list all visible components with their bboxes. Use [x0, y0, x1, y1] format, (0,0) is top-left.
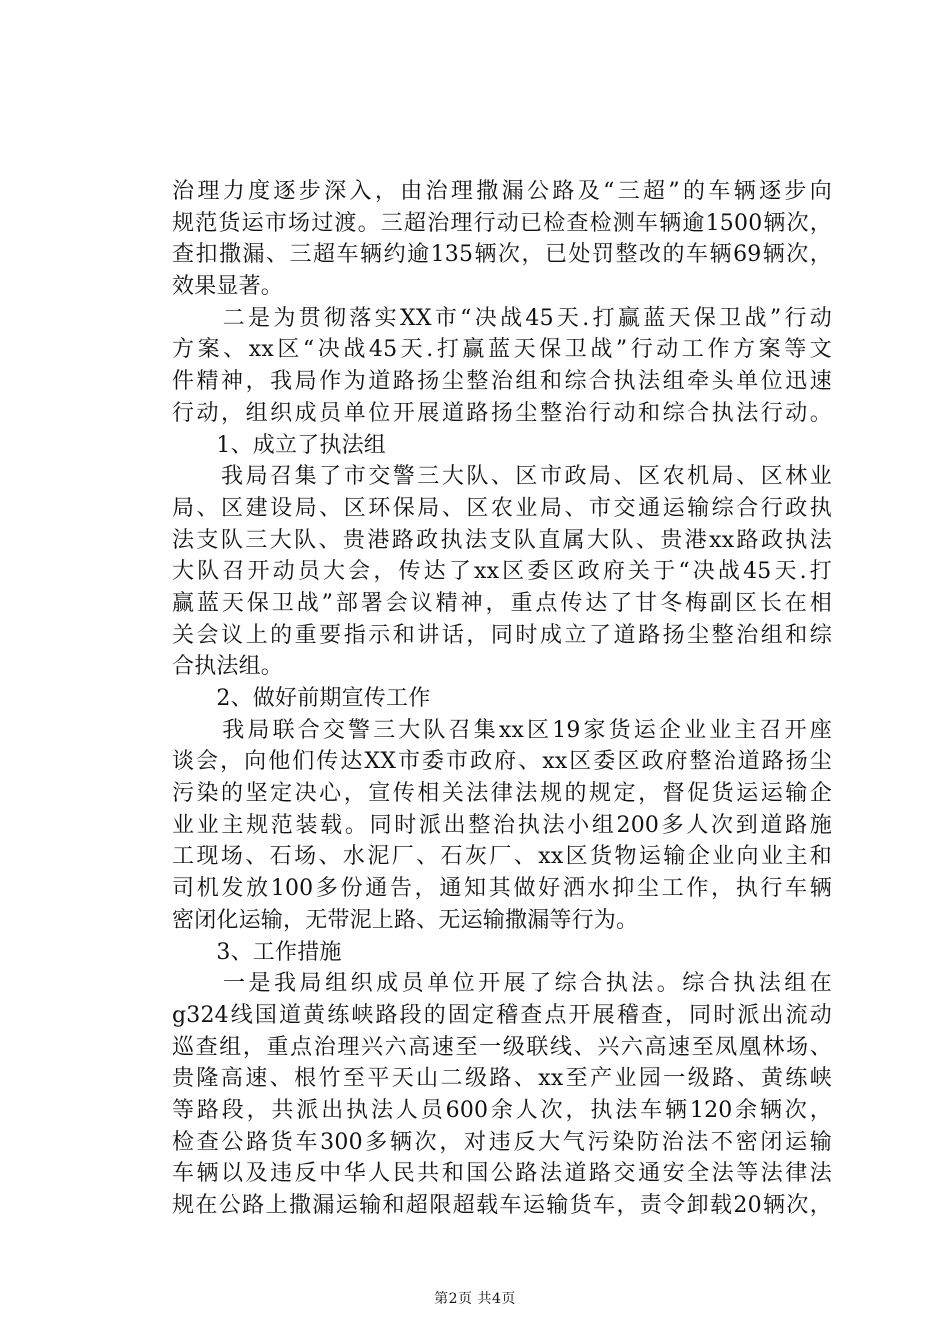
text-line: 谈会，向他们传达XX市委市政府、xx区委区政府整治道路扬尘 [172, 749, 832, 775]
text-line: 法支队三大队、贵港路政执法支队直属大队、贵港xx路政执法 [172, 527, 832, 553]
text-line: 等路段，共派出执法人员600余人次，执法车辆120余辆次， [172, 1097, 832, 1123]
page-footer: 第2页 共4页 [434, 1291, 516, 1307]
text-line: 局、区建设局、区环保局、区农业局、市交通运输综合行政执 [172, 495, 832, 521]
text-line: 车辆以及违反中华人民共和国公路法道路交通安全法等法律法 [172, 1161, 832, 1187]
text-line: 检查公路货车300多辆次，对违反大气污染防治法不密闭运输 [172, 1129, 832, 1155]
text-line: 效果显著。 [172, 274, 284, 300]
text-line: 大队召开动员大会，传达了xx区委区政府关于“决战45天.打 [172, 559, 832, 585]
text-line: 关会议上的重要指示和讲话，同时成立了道路扬尘整治组和综 [172, 622, 832, 648]
section-heading: 3、工作措施 [172, 939, 342, 965]
text-line: 业业主规范装载。同时派出整治执法小组200多人次到道路施 [172, 812, 832, 838]
text-line: 贵隆高速、根竹至平天山二级路、xx至产业园一级路、黄练峡 [172, 1066, 832, 1092]
text-line: 工现场、石场、水泥厂、石灰厂、xx区货物运输企业向业主和 [172, 844, 832, 870]
text-line: 治理力度逐步深入，由治理撒漏公路及“三超”的车辆逐步向 [172, 179, 832, 204]
text-line: 巡查组，重点治理兴六高速至一级联线、兴六高速至凤凰林场、 [172, 1034, 832, 1060]
text-line: 一是我局组织成员单位开展了综合执法。综合执法组在 [172, 971, 832, 997]
text-line: 污染的坚定决心，宣传相关法律法规的规定，督促货运运输企 [172, 781, 832, 807]
text-line: 二是为贯彻落实XX市“决战45天.打赢蓝天保卫战”行动 [172, 305, 832, 331]
text-line: 方案、xx区“决战45天.打赢蓝天保卫战”行动工作方案等文 [172, 337, 832, 363]
text-line: 行动，组织成员单位开展道路扬尘整治行动和综合执法行动。 [172, 400, 832, 426]
section-heading: 1、成立了执法组 [172, 432, 386, 458]
text-line: 规范货运市场过渡。三超治理行动已检查检测车辆逾1500辆次， [172, 210, 832, 236]
text-line: 规在公路上撒漏运输和超限超载车运输货车，责令卸载20辆次， [172, 1193, 832, 1218]
text-line: 司机发放100多份通告，通知其做好洒水抑尘工作，执行车辆 [172, 876, 832, 902]
text-line: 我局联合交警三大队召集xx区19家货运企业业主召开座 [172, 717, 832, 743]
text-line: g324线国道黄练峡路段的固定稽查点开展稽查，同时派出流动 [172, 1002, 832, 1028]
text-line: 赢蓝天保卫战”部署会议精神，重点传达了甘冬梅副区长在相 [172, 590, 832, 616]
text-line: 件精神，我局作为道路扬尘整治组和综合执法组牵头单位迅速 [172, 369, 832, 395]
text-line: 查扣撒漏、三超车辆约逾135辆次，已处罚整改的车辆69辆次， [172, 242, 832, 268]
text-line: 合执法组。 [172, 654, 284, 680]
text-line: 我局召集了市交警三大队、区市政局、区农机局、区林业 [172, 464, 832, 490]
section-heading: 2、做好前期宣传工作 [172, 686, 431, 711]
text-line: 密闭化运输，无带泥上路、无运输撒漏等行为。 [172, 907, 639, 933]
body-text [172, 176, 832, 1222]
